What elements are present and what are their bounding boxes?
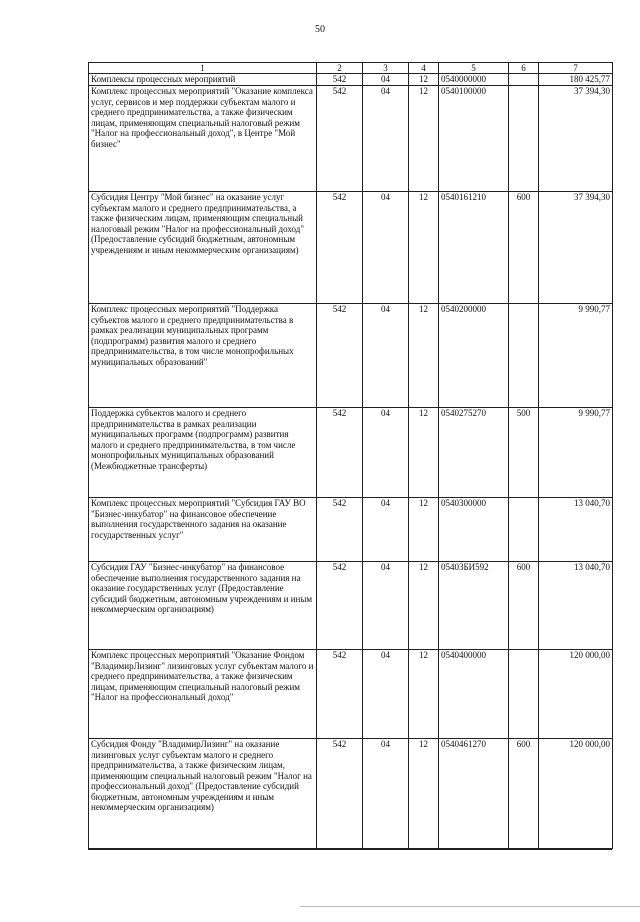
table-frame-right-border: [612, 62, 613, 849]
row-expense-type: 600: [509, 739, 539, 849]
row-name: Субсидия Фонду "ВладимирЛизинг" на оказание лизинговых услуг субъектам малого и среднего предпринимательства, а также физическим лицам, применяющим специальный налоговый режим "Налог на профессиональный доход" (Предоставление субсидий бюджетным, автономным учреждениям и иным некоммерческим организациям): [89, 739, 317, 849]
row-section: 04: [363, 304, 409, 408]
row-section: 04: [363, 192, 409, 304]
header-row: [89, 63, 613, 74]
row-amount: 13 040,70: [539, 562, 613, 650]
row-amount: 180 425,77: [539, 74, 613, 86]
row-ministry: 542: [317, 74, 363, 86]
header-col-2: 2: [317, 63, 363, 74]
row-section: 04: [363, 74, 409, 86]
row-expense-type: 500: [509, 408, 539, 498]
row-subsection: 12: [409, 498, 439, 562]
row-expense-type: [509, 304, 539, 408]
scan-edge-line: [300, 906, 640, 907]
row-ministry: 542: [317, 498, 363, 562]
row-name: Комплекс процессных мероприятий "Поддержка субъектов малого и среднего предпринимательства в рамках реализации муниципальных программ (подпрограмм) развития малого и среднего предпринимательства, в том числе монопрофильных муниципальных образований": [89, 304, 317, 408]
row-section: 04: [363, 408, 409, 498]
row-ministry: 542: [317, 304, 363, 408]
row-target-article: 0540161210: [439, 192, 509, 304]
header-col-4: 4: [409, 63, 439, 74]
row-expense-type: 600: [509, 192, 539, 304]
row-subsection: 12: [409, 304, 439, 408]
row-name: Субсидия ГАУ "Бизнес-инкубатор" на финансовое обеспечение выполнения государственного задания на оказание государственных услуг (Предоставление субсидий бюджетным, автономным учреждениям и иным некоммерческим организациям): [89, 562, 317, 650]
table-row: [89, 739, 613, 849]
header-col-5: 5: [439, 63, 509, 74]
table-row: [89, 498, 613, 562]
table-row: [89, 192, 613, 304]
row-amount: 13 040,70: [539, 498, 613, 562]
table-row: [89, 650, 613, 739]
row-subsection: 12: [409, 86, 439, 192]
row-ministry: 542: [317, 86, 363, 192]
row-ministry: 542: [317, 739, 363, 849]
budget-table: [88, 62, 613, 849]
row-target-article: 0540300000: [439, 498, 509, 562]
row-ministry: 542: [317, 408, 363, 498]
row-subsection: 12: [409, 562, 439, 650]
row-target-article: 05403БИ592: [439, 562, 509, 650]
row-name: Поддержка субъектов малого и среднего предпринимательства в рамках реализации муниципальных программ (подпрограмм) развития малого и среднего предпринимательства, в том числе монопрофильных муниципальных образований (Межбюджетные трансферты): [89, 408, 317, 498]
row-amount: 120 000,00: [539, 650, 613, 739]
row-section: 04: [363, 739, 409, 849]
row-expense-type: [509, 498, 539, 562]
row-ministry: 542: [317, 562, 363, 650]
row-expense-type: [509, 86, 539, 192]
row-section: 04: [363, 562, 409, 650]
row-amount: 9 990,77: [539, 408, 613, 498]
table-row: [89, 86, 613, 192]
header-col-1: 1: [89, 63, 317, 74]
table-row: [89, 562, 613, 650]
row-name: Комплекс процессных мероприятий "Оказание комплекса услуг, сервисов и мер поддержки субъектам малого и среднего предпринимательства, а также физическим лицам, применяющим специальный налоговый режим "Налог на профессиональный доход", в Центре "Мой бизнес": [89, 86, 317, 192]
row-section: 04: [363, 86, 409, 192]
row-subsection: 12: [409, 408, 439, 498]
row-target-article: 0540275270: [439, 408, 509, 498]
row-subsection: 12: [409, 74, 439, 86]
table-row: [89, 408, 613, 498]
row-amount: 9 990,77: [539, 304, 613, 408]
row-expense-type: 600: [509, 562, 539, 650]
row-expense-type: [509, 74, 539, 86]
table-frame-left-border: [88, 62, 89, 849]
row-expense-type: [509, 650, 539, 739]
row-section: 04: [363, 498, 409, 562]
row-name: Субсидия Центру "Мой бизнес" на оказание услуг субъектам малого и среднего предпринимательства, а также физическим лицам, применяющим специальный налоговый режим "Налог на профессиональный доход" (Предоставление субсидий бюджетным, автономным учреждениям и иным некоммерческим организациям): [89, 192, 317, 304]
header-col-3: 3: [363, 63, 409, 74]
row-target-article: 0540100000: [439, 86, 509, 192]
row-subsection: 12: [409, 650, 439, 739]
header-col-6: 6: [509, 63, 539, 74]
table-row: [89, 304, 613, 408]
row-subsection: 12: [409, 739, 439, 849]
table-row: [89, 74, 613, 86]
row-name: Комплексы процессных мероприятий: [89, 74, 317, 86]
row-name: Комплекс процессных мероприятий "Субсидия ГАУ ВО "Бизнес-инкубатор" на финансовое обеспечение выполнения государственного задания на оказание государственных услуг": [89, 498, 317, 562]
page-number: 50: [315, 24, 325, 35]
row-ministry: 542: [317, 650, 363, 739]
row-section: 04: [363, 650, 409, 739]
header-col-7: 7: [539, 63, 613, 74]
row-amount: 37 394,30: [539, 86, 613, 192]
row-target-article: 0540200000: [439, 304, 509, 408]
row-target-article: 0540461270: [439, 739, 509, 849]
row-target-article: 0540400000: [439, 650, 509, 739]
row-amount: 37 394,30: [539, 192, 613, 304]
row-name: Комплекс процессных мероприятий "Оказание Фондом "ВладимирЛизинг" лизинговых услуг субъектам малого и среднего предпринимательства, а также физическим лицам, применяющим специальный налоговый режим "Налог на профессиональный доход": [89, 650, 317, 739]
table-frame-bottom-border: [88, 849, 612, 850]
row-ministry: 542: [317, 192, 363, 304]
row-subsection: 12: [409, 192, 439, 304]
row-target-article: 0540000000: [439, 74, 509, 86]
row-amount: 120 000,00: [539, 739, 613, 849]
